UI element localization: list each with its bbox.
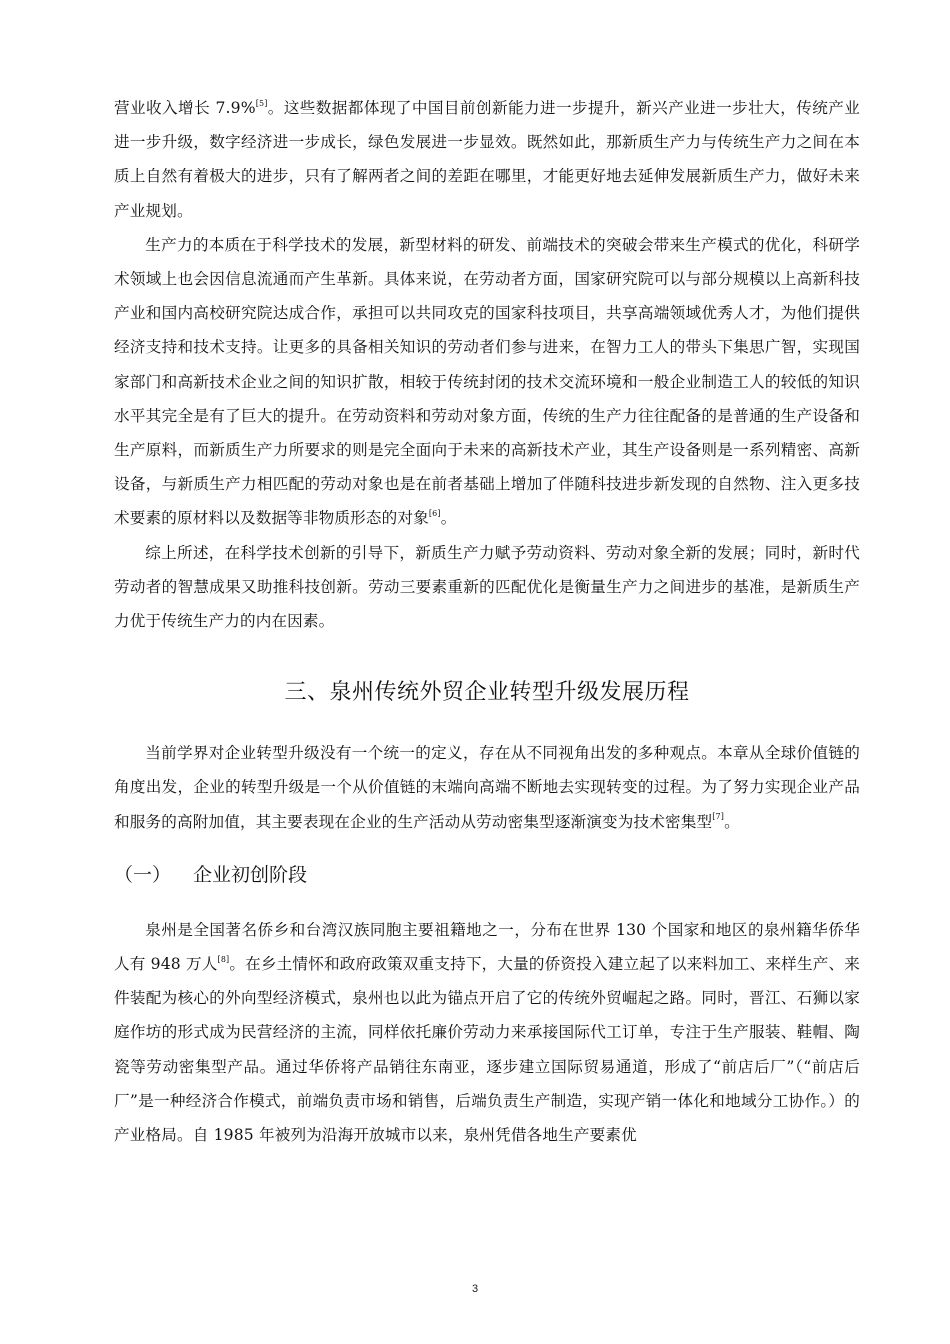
subsection-heading (114, 861, 860, 889)
paragraph-5 (114, 913, 860, 1152)
citation-5: [5] (255, 98, 268, 108)
page-number: 3 (471, 1283, 479, 1295)
paragraph-5-text-cont: 。在乡土情怀和政府政策双重支持下，大量的侨资投入建立起了以来料加工、来样生产、来件装配为核心的外向型经济模式，泉州也以此为锚点开启了它的传统外贸崛起之路。同时，晋江、石狮以家庭作坊的形式成为民营经济的主流，同样依托廉价劳动力来承接国际代工订单，专注于生产服装、鞋帽、陶瓷等劳动密集型产品。通过华侨将产品销往东南亚，逐步建立国际贸易通道，形成了“前店后厂”（“前店后厂”是一种经济合作模式，前端负责市场和销售，后端负责生产制造，实现产销一体化和地域分工协作。）的产业格局。自 1985 年被列为沿海开放城市以来，泉州凭借各地生产要素优 (114, 955, 860, 1145)
paragraph-4-text-cont: 。 (724, 812, 740, 831)
paragraph-5-text: 泉州是全国著名侨乡和台湾汉族同胞主要祖籍地之一，分布在世界 130 个国家和地区的泉州籍华侨华人有 948 万人 (114, 920, 860, 974)
paragraph-2-text-cont: 。 (440, 509, 457, 528)
paragraph-4-text: 当前学界对企业转型升级没有一个统一的定义，存在从不同视角出发的多种观点。本章从全球价值链的角度出发，企业的转型升级是一个从价值链的末端向高端不断地去实现转变的过程。为了努力实现企业产品和服务的高附加值，其主要表现在企业的生产活动从劳动密集型逐渐演变为技术密集型 (114, 744, 860, 831)
citation-7: [7] (712, 812, 725, 822)
citation-8: [8] (217, 954, 230, 964)
citation-6: [6] (428, 509, 441, 519)
paragraph-2 (114, 228, 860, 536)
paragraph-1 (114, 91, 860, 228)
paragraph-3: 综上所述，在科学技术创新的引导下，新质生产力赋予劳动资料、劳动对象全新的发展；同时，新时代劳动者的智慧成果又助推科技创新。劳动三要素重新的匹配优化是衡量生产力之间进步的基准，是新质生产力优于传统生产力的内在因素。 (114, 543, 860, 631)
paragraph-2-text: 生产力的本质在于科学技术的发展，新型材料的研发、前端技术的突破会带来生产模式的优化，科研学术领域上也会因信息流通而产生革新。具体来说，在劳动者方面，国家研究院可以与部分规模以上高新科技产业和国内高校研究院达成合作，承担可以共同攻克的国家科技项目，共享高端领域优秀人才，为他们提供经济支持和技术支持。让更多的具备相关知识的劳动者们参与进来，在智力工人的带头下集思广智，实现国家部门和高新技术企业之间的知识扩散，相较于传统封闭的技术交流环境和一般企业制造工人的较低的知识水平其完全是有了巨大的提升。在劳动资料和劳动对象方面，传统的生产力往往配备的是普通的生产设备和生产原料，而新质生产力所要求的则是完全面向于未来的高新技术产业，其生产设备则是一系列精密、高新设备，与新质生产力相匹配的劳动对象也是在前者基础上增加了伴随科技进步新发现的自然物、注入更多技术要素的原材料以及数据等非物质形态的对象 (114, 235, 860, 528)
section-title: 三、泉州传统外贸企业转型升级发展历程 (284, 680, 690, 706)
paragraph-1-text-cont: 。这些数据都体现了中国目前创新能力进一步提升，新兴产业进一步壮大，传统产业进一步升级，数字经济进一步成长，绿色发展进一步显效。既然如此，那新质生产力与传统生产力之间在本质上自然有着极大的进步，只有了解两者之间的差距在哪里，才能更好地去延伸发展新质生产力，做好未来产业规划。 (114, 99, 860, 220)
paragraph-4 (114, 736, 860, 839)
subsection-number: （一） (114, 863, 172, 886)
subsection-title: 企业初创阶段 (193, 863, 308, 886)
paragraph-1-text: 营业收入增长 7.9% (114, 99, 256, 117)
document-body (114, 91, 860, 1152)
